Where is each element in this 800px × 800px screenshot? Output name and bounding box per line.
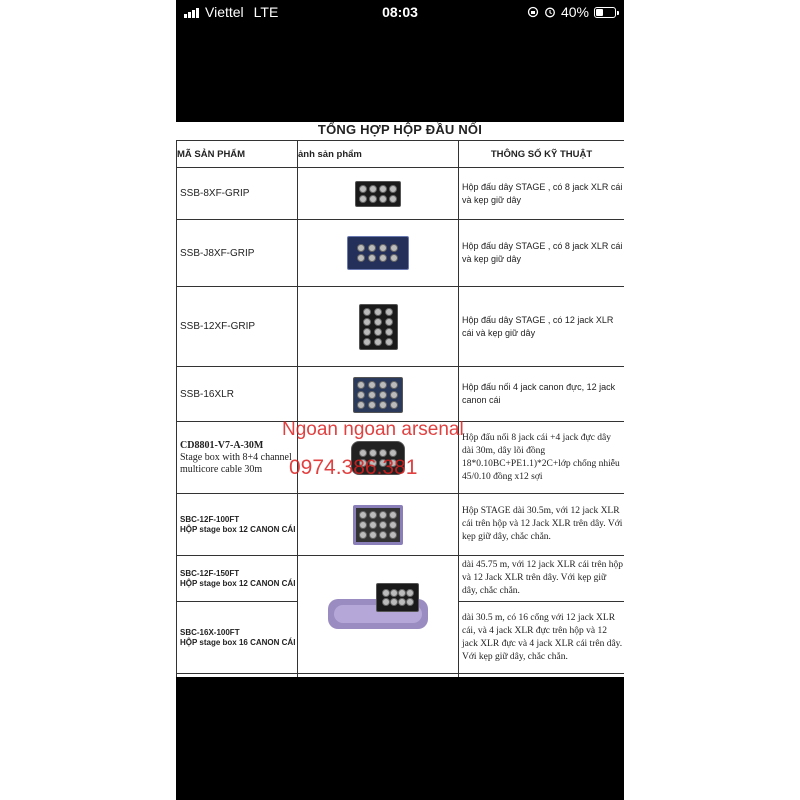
table-row [177,220,625,287]
product-image-cell [298,494,459,556]
product-code [177,602,298,674]
document-image [176,122,624,677]
stage-box-image [353,377,403,413]
product-code [177,494,298,556]
header-product-image: ảnh sản phẩm [298,141,459,168]
product-desc: Hộp đấu nối 8 jack cái +4 jack đực dây dài 30m, dây lõi đồng 18*0.10BC+PE1.1)*2C+lớp chống nhiễu 45/0.10 đồng x12 sợi [459,422,625,494]
stage-box-image [353,505,403,545]
product-desc: Hộp STAGE dài 30.5m, với 12 jack XLR cái trên hộp và 12 Jack XLR trên dây. Với kẹp giữ dây, chắc chắn. [459,494,625,556]
table-row [177,168,625,220]
empty-cell [298,674,459,678]
product-desc: Hộp đấu dây STAGE , có 8 jack XLR cái và kẹp giữ dây [459,220,625,287]
product-code [177,556,298,602]
rotation-lock-icon [527,6,539,18]
product-code: SSB-16XLR [177,367,298,422]
empty-cell [459,674,625,678]
product-image-cell [298,168,459,220]
watermark-line1: Ngoan ngoan arsenal [282,419,464,440]
product-code-sub: Stage box with 8+4 channel multicore cable 30m [180,451,292,475]
product-desc: Hộp đấu dây STAGE , có 12 jack XLR cái và kẹp giữ dây [459,287,625,367]
watermark-line2: 0974.386.381 [289,456,418,479]
stage-box-image [359,304,398,350]
product-desc: Hộp đấu dây STAGE , có 8 jack XLR cái và kẹp giữ dây [459,168,625,220]
product-code-sub: HỘP stage box 16 CANON CÁI [180,637,296,647]
table-header-row [177,141,625,168]
alarm-clock-icon [544,6,556,18]
product-desc: dài 45.75 m, với 12 jack XLR cái trên hộp và 12 Jack XLR trên dây. Với kẹp giữ dây, chắc chắn. [459,556,625,602]
battery-icon [594,7,616,18]
document-title: TỔNG HỢP HỘP ĐẦU NỐI [317,122,483,137]
empty-cell [177,674,298,678]
clock: 08:03 [382,4,418,20]
product-code-main: CD8801-V7-A-30M [180,439,264,451]
product-image-cell [298,287,459,367]
header-product-code: MÃ SẢN PHẨM [177,141,298,168]
product-code [177,422,298,494]
table-row [177,367,625,422]
product-desc: Hộp đấu nối 4 jack canon đực, 12 jack canon cái [459,367,625,422]
product-code: SSB-J8XF-GRIP [177,220,298,287]
network-type: LTE [253,4,279,20]
stage-box-image [347,236,409,270]
product-table [176,140,624,677]
table-row [177,494,625,556]
product-image-cell [298,220,459,287]
carrier-name: Viettel [205,4,244,20]
table-row [177,556,625,602]
header-specs: THÔNG SỐ KỸ THUẬT [459,141,625,168]
product-image-cell [298,556,459,674]
product-desc: dài 30.5 m, có 16 cổng với 12 jack XLR cái, và 4 jack XLR đực trên hộp và 12 jack XLR đực và 4 jack XLR cái trên dây. Với kẹp giữ dây, chắc chắn. [459,602,625,674]
cable-reel-image [328,577,428,647]
status-right [527,4,616,20]
product-code-sub: HỘP stage box 12 CANON CÁI [180,524,296,534]
product-code: SSB-8XF-GRIP [177,168,298,220]
table-row [177,287,625,367]
table-row [177,674,625,678]
phone-screen [176,0,624,800]
product-image-cell [298,367,459,422]
battery-percent: 40% [560,4,589,20]
product-code-sub: HỘP stage box 12 CANON CÁI [180,578,296,588]
product-code-main: SBC-16X-100FT [180,628,240,637]
status-bar [176,0,624,26]
product-code: SSB-12XF-GRIP [177,287,298,367]
stage-box-image [355,181,401,207]
product-code-main: SBC-12F-150FT [180,569,240,578]
product-code-main: SBC-12F-100FT [180,515,240,524]
